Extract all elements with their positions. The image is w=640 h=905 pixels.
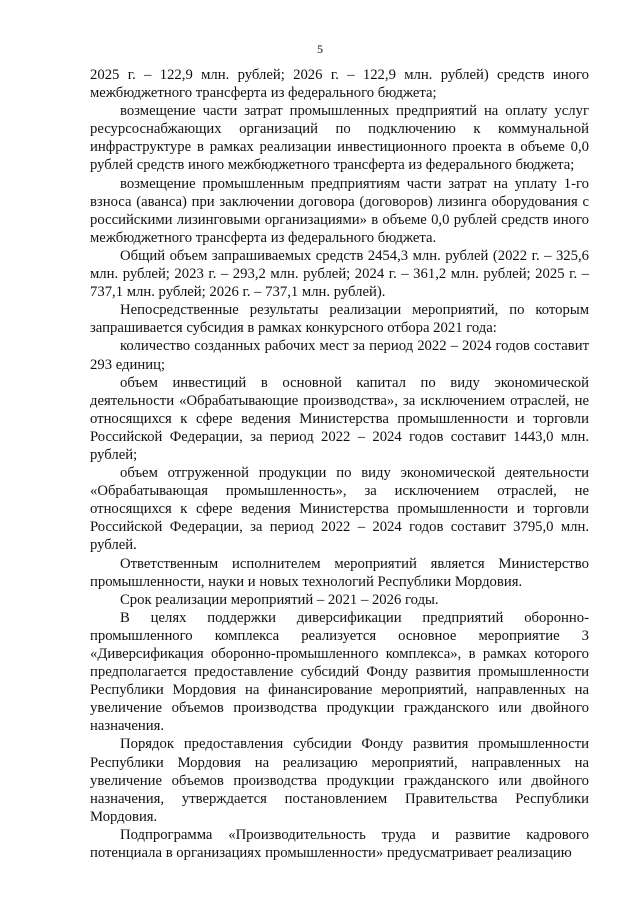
paragraph: В целях поддержки диверсификации предприятий оборонно-промышленного комплекса реализуется основное мероприятие 3 «Диверсификация оборонно-промышленного комплекса», в рамках которого предполагается предоставление субсидий Фонду развития промышленности Республики Мордовия на финансирование мероприятий, направленных на увеличение объемов производства продукции гражданского или двойного назначения. — [90, 609, 589, 735]
paragraph: объем инвестиций в основной капитал по виду экономической деятельности «Обрабатывающие производства», за исключением отраслей, не относящихся к сфере ведения Министерства промышленности и торговли Российской Федерации, за период 2022 – 2024 годов составит 1443,0 млн. рублей; — [90, 374, 589, 463]
paragraph: объем отгруженной продукции по виду экономической деятельности «Обрабатывающая промышленность», за исключением отраслей, не относящихся к сфере ведения Министерства промышленности и торговли Российской Федерации, за период 2022 – 2024 годов составит 3795,0 млн. рублей. — [90, 465, 589, 554]
paragraph: Срок реализации мероприятий – 2021 – 2026 годы. — [120, 591, 439, 608]
paragraph: Подпрограмма «Производительность труда и развитие кадрового потенциала в организациях промышленности» предусматривает реализацию — [90, 826, 589, 862]
paragraph: Ответственным исполнителем мероприятий является Министерство промышленности, науки и новых технологий Республики Мордовия. — [90, 555, 589, 590]
paragraph: Общий объем запрашиваемых средств 2454,3 млн. рублей (2022 г. – 325,6 млн. рублей; 2023 г. – 293,2 млн. рублей; 2024 г. – 361,2 млн. рублей; 2025 г. – 737,1 млн. рублей; 2026 г. – 737,1 млн. рублей). — [90, 247, 589, 301]
paragraph: возмещение части затрат промышленных предприятий на оплату услуг ресурсоснабжающих организаций по подключению к коммунальной инфраструктуре в рамках реализации инвестиционного проекта в объеме 0,0 рублей средств иного межбюджетного трансферта из федерального бюджета; — [90, 103, 589, 174]
document-body — [90, 66, 589, 862]
paragraph: 2025 г. – 122,9 млн. рублей; 2026 г. – 122,9 млн. рублей) средств иного межбюджетного трансферта из федерального бюджета; — [90, 67, 589, 102]
page-number: 5 — [317, 42, 323, 56]
paragraph: количество созданных рабочих мест за период 2022 – 2024 годов составит 293 единиц; — [90, 338, 589, 373]
paragraph: Непосредственные результаты реализации мероприятий, по которым запрашивается субсидия в рамках конкурсного отбора 2021 года: — [90, 302, 589, 337]
paragraph: Порядок предоставления субсидии Фонду развития промышленности Республики Мордовия на реализацию мероприятий, направленных на увеличение объемов производства продукции гражданского или двойного назначения, утверждается постановлением Правительства Республики Мордовия. — [90, 736, 589, 825]
paragraph: возмещение промышленным предприятиям части затрат на уплату 1-го взноса (аванса) при заключении договора (договоров) лизинга оборудования с российскими лизинговыми организациями» в объеме 0,0 рублей средств иного межбюджетного трансферта из федерального бюджета. — [90, 175, 589, 246]
